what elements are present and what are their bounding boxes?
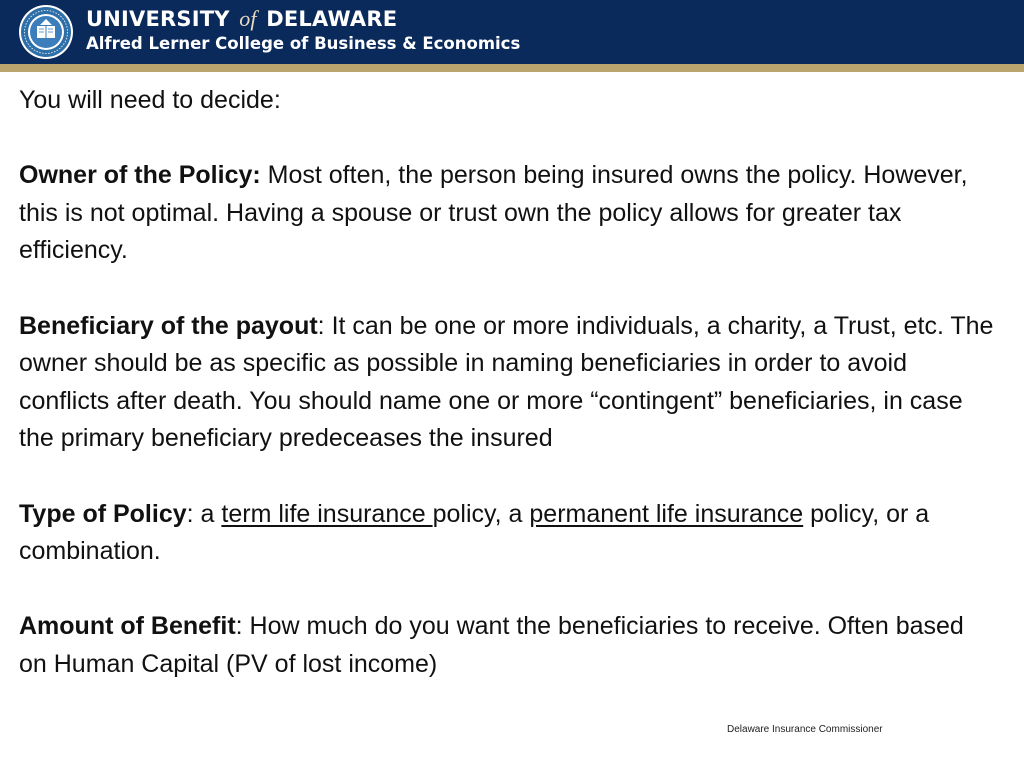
paragraph-spacer (19, 571, 994, 609)
term-life-insurance-link[interactable]: term life insurance (221, 499, 433, 528)
slide-body (19, 82, 994, 684)
beneficiary-text: : It can be one or more individuals, a charity, a Trust, etc. The owner should be as specific as possible in naming beneficiaries in order to avoid conflicts after death. You should name one or more “contingent” beneficiaries, in case the primary beneficiary predeceases the insured (19, 311, 994, 453)
amount-label: Amount of Benefit (19, 612, 236, 641)
amount-paragraph (19, 608, 994, 683)
beneficiary-label: Beneficiary of the payout (19, 311, 318, 340)
header-banner (0, 0, 1024, 64)
owner-label: Owner of the Policy: (19, 161, 261, 190)
header-divider (0, 64, 1024, 72)
type-label: Type of Policy (19, 499, 187, 528)
type-text-3: policy, or a combination. (19, 499, 930, 566)
permanent-life-insurance-link[interactable]: permanent life insurance (529, 499, 804, 528)
owner-paragraph (19, 157, 994, 270)
paragraph-spacer (19, 120, 994, 158)
type-paragraph (19, 496, 994, 571)
university-name-part1: UNIVERSITY (86, 7, 230, 31)
university-name-part2: DELAWARE (266, 7, 398, 31)
type-text-1: : a (186, 499, 222, 528)
amount-text: : How much do you want the beneficiaries to receive. Often based on Human Capital (PV of lost income) (19, 612, 964, 678)
type-text-2: policy, a (432, 499, 530, 528)
paragraph-spacer (19, 458, 994, 496)
college-name: Alfred Lerner College of Business & Economics (86, 34, 521, 53)
university-name-of: of (239, 6, 257, 31)
beneficiary-paragraph (19, 308, 994, 458)
owner-text: Most often, the person being insured owns the policy. However, this is not optimal. Having a spouse or trust own the policy allows for greater tax efficiency. (19, 161, 968, 265)
paragraph-spacer (19, 270, 994, 308)
university-brand (86, 6, 520, 56)
source-footer: Delaware Insurance Commissioner (727, 724, 883, 735)
university-seal-icon (18, 4, 74, 60)
intro-text: You will need to decide: (19, 86, 281, 114)
university-name (86, 6, 520, 32)
